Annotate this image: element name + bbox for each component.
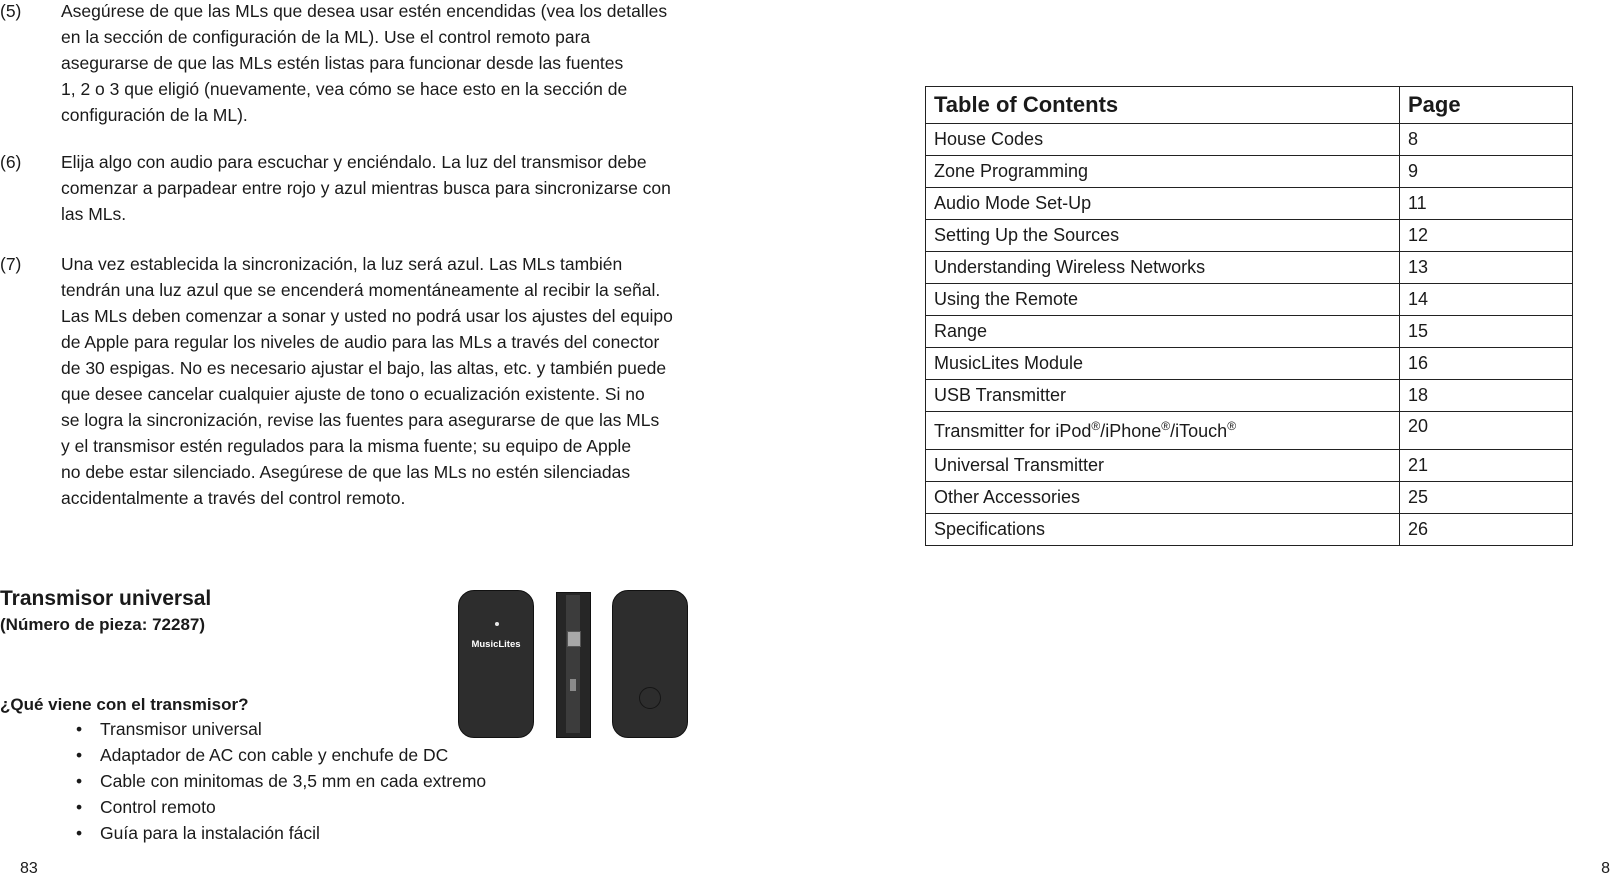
section-title: Transmisor universal <box>0 587 212 610</box>
toc-entry-page: 20 <box>1400 412 1573 450</box>
product-logo: MusicLites <box>471 639 521 650</box>
list-item: • Transmisor universal <box>76 716 486 742</box>
toc-entry-title: Universal Transmitter <box>926 450 1400 482</box>
registered-mark: ® <box>1227 419 1237 433</box>
transmitter-back-image <box>612 590 688 738</box>
table-of-contents <box>925 86 1573 546</box>
toc-entry-title: Specifications <box>926 514 1400 546</box>
table-row <box>926 252 1573 284</box>
side-edge <box>566 595 580 733</box>
table-row <box>926 284 1573 316</box>
table-row <box>926 316 1573 348</box>
back-ring <box>639 687 661 709</box>
list-item: • Control remoto <box>76 794 486 820</box>
audio-jack <box>567 631 581 647</box>
status-led <box>495 622 499 626</box>
list-item: • Guía para la instalación fácil <box>76 820 486 846</box>
toc-entry-page: 9 <box>1400 156 1573 188</box>
table-row <box>926 412 1573 450</box>
right-page <box>800 0 1610 882</box>
included-items-list <box>76 716 486 846</box>
toc-entry-page: 21 <box>1400 450 1573 482</box>
toc-entry-page: 16 <box>1400 348 1573 380</box>
table-row <box>926 124 1573 156</box>
registered-mark: ® <box>1161 419 1171 433</box>
toc-entry-page: 11 <box>1400 188 1573 220</box>
toc-entry-title: Audio Mode Set-Up <box>926 188 1400 220</box>
step-text: Asegúrese de que las MLs que desea usar estén encendidas (vea los detalles en la sección de configuración de la ML). Use el control remoto para asegurarse de que las MLs estén listas para funcionar desde las fuentes 1, 2 o 3 que eligió (nuevamente, vea cómo se hace esto en la sección de configuración de la ML). <box>61 1 668 125</box>
transmitter-side-image <box>556 592 591 738</box>
table-row <box>926 380 1573 412</box>
toc-header-title: Table of Contents <box>926 87 1400 124</box>
toc-entry-title: Other Accessories <box>926 482 1400 514</box>
page-number: 8 <box>1601 860 1610 877</box>
registered-mark: ® <box>1091 419 1101 433</box>
table-row <box>926 514 1573 546</box>
toc-entry-title: USB Transmitter <box>926 380 1400 412</box>
title-part: /iTouch <box>1170 421 1228 441</box>
toc-entry-title <box>926 412 1400 450</box>
toc-entry-page: 14 <box>1400 284 1573 316</box>
table-row <box>926 188 1573 220</box>
whats-included-heading: ¿Qué viene con el transmisor? <box>0 695 249 714</box>
side-button <box>570 679 576 691</box>
table-row <box>926 348 1573 380</box>
toc-entry-title: Setting Up the Sources <box>926 220 1400 252</box>
table-row <box>926 482 1573 514</box>
toc-entry-title: Understanding Wireless Networks <box>926 252 1400 284</box>
toc-entry-page: 12 <box>1400 220 1573 252</box>
toc-entry-page: 15 <box>1400 316 1573 348</box>
step-5 <box>0 0 760 128</box>
toc-header-page: Page <box>1400 87 1573 124</box>
left-page <box>0 0 760 882</box>
step-text: Una vez establecida la sincronización, la luz será azul. Las MLs también tendrán una luz azul que se encenderá momentáneamente al recibir la señal. Las MLs deben comenzar a sonar y usted no podrá usar los ajustes del equipo de Apple para regular los niveles de audio para las MLs a través del conector de 30 espigas. No es necesario ajustar el bajo, las altas, etc. y también puede que desee cancelar cualquier ajuste de tono o ecualización existente. Si no se logra la sincronización, revise las fuentes para asegurarse de que las MLs y el transmisor estén regulados para la misma fuente; su equipo de Apple no debe estar silenciado. Asegúrese de que las MLs no estén silenciadas accidentalmente a través del control remoto. <box>61 254 673 508</box>
step-number: (6) <box>0 152 22 172</box>
table-row <box>926 450 1573 482</box>
toc-entry-page: 25 <box>1400 482 1573 514</box>
step-number: (7) <box>0 254 22 274</box>
title-part: /iPhone <box>1100 421 1162 441</box>
toc-entry-title: Using the Remote <box>926 284 1400 316</box>
step-number: (5) <box>0 1 22 21</box>
toc-entry-title: Zone Programming <box>926 156 1400 188</box>
page-number: 83 <box>20 860 38 877</box>
toc-entry-page: 8 <box>1400 124 1573 156</box>
table-header-row <box>926 87 1573 124</box>
toc-entry-page: 13 <box>1400 252 1573 284</box>
list-item: • Cable con minitomas de 3,5 mm en cada extremo <box>76 768 486 794</box>
step-text: Elija algo con audio para escuchar y enciéndalo. La luz del transmisor debe comenzar a parpadear entre rojo y azul mientras busca para sincronizarse con las MLs. <box>61 152 671 224</box>
toc-entry-page: 26 <box>1400 514 1573 546</box>
table-row <box>926 220 1573 252</box>
step-7 <box>0 251 760 511</box>
toc-entry-title: MusicLites Module <box>926 348 1400 380</box>
list-item: • Adaptador de AC con cable y enchufe de DC <box>76 742 486 768</box>
toc-entry-title: House Codes <box>926 124 1400 156</box>
title-part: Transmitter for iPod <box>934 421 1092 441</box>
part-number: (Número de pieza: 72287) <box>0 615 206 634</box>
toc-entry-page: 18 <box>1400 380 1573 412</box>
step-6 <box>0 149 760 227</box>
toc-entry-title: Range <box>926 316 1400 348</box>
table-row <box>926 156 1573 188</box>
